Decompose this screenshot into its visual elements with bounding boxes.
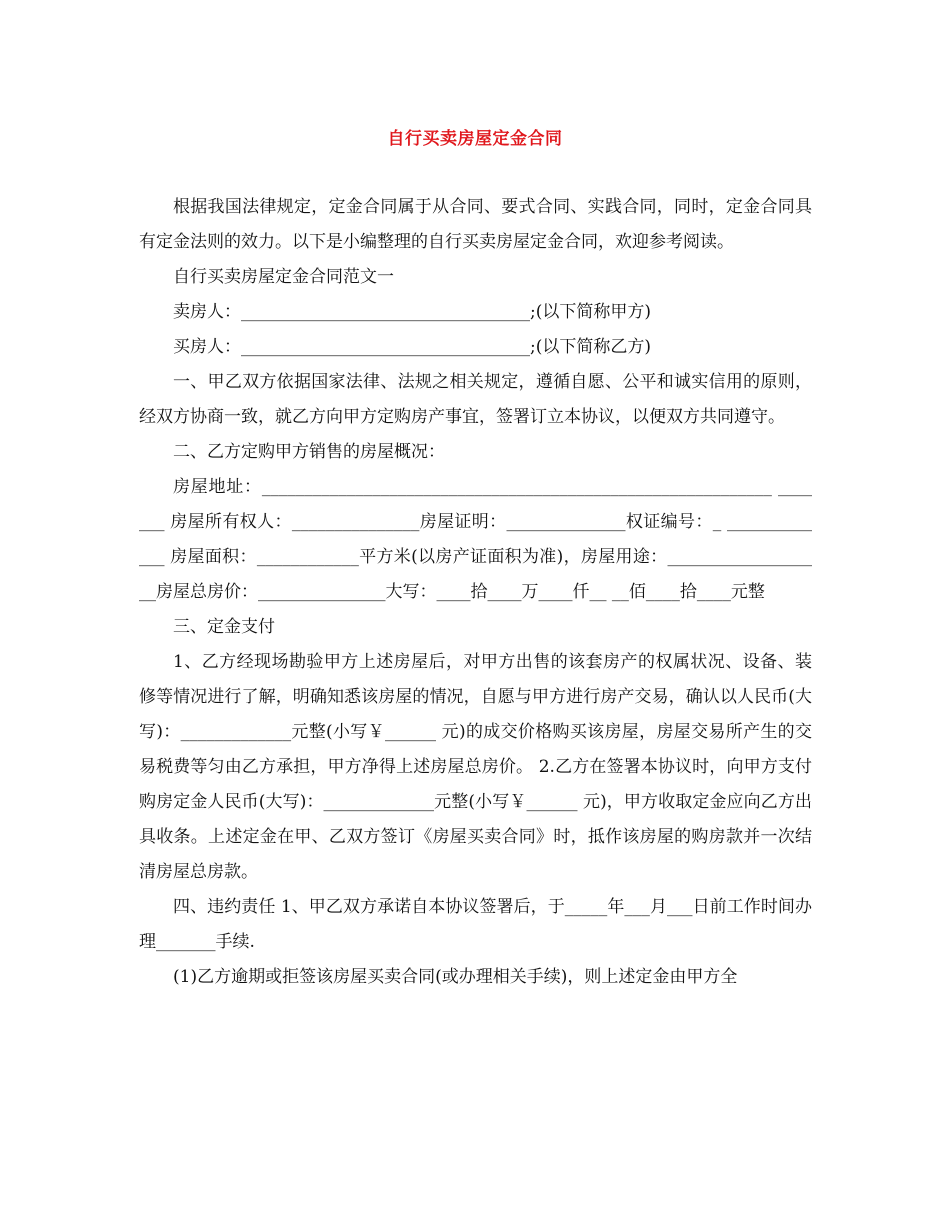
- document-body: [139, 190, 812, 995]
- clause-3-heading: 三、定金支付: [173, 617, 275, 637]
- clause-2-heading: 二、乙方定购甲方销售的房屋概况：: [173, 442, 445, 462]
- clause-4-paragraph: 四、违约责任 1、甲乙双方承诺自本协议签署后，于_____年___月___日前工作时间办理_______手续.: [139, 897, 812, 952]
- sample-heading: 自行买卖房屋定金合同范文一: [173, 267, 394, 287]
- clause-4-1-paragraph: (1)乙方逾期或拒签该房屋买卖合同(或办理相关手续)，则上述定金由甲方全: [173, 967, 738, 987]
- intro-paragraph: 根据我国法律规定，定金合同属于从合同、要式合同、实践合同，同时，定金合同具有定金法则的效力。以下是小编整理的自行买卖房屋定金合同，欢迎参考阅读。: [139, 197, 812, 252]
- buyer-line: 买房人：__________________________________;(以下简称乙方): [173, 337, 651, 357]
- clause-3-1-paragraph: 1、乙方经现场勘验甲方上述房屋后，对甲方出售的该套房产的权属状况、设备、装修等情况进行了解，明确知悉该房屋的情况，自愿与甲方进行房产交易，确认以人民币(大写)：_____________元整(小写￥______ 元)的成交价格购买该房屋，房屋交易所产生的交易税费等匀由乙方承担，甲方净得上述房屋总房价。 2.乙方在签署本协议时，向甲方支付购房定金人民币(大写)：_____________元整(小写￥______ 元)，甲方收取定金应向乙方出具收条。上述定金在甲、乙双方签订《房屋买卖合同》时，抵作该房屋的购房款并一次结清房屋总房款。: [139, 652, 812, 882]
- property-info-paragraph: 房屋地址：____________________________________________________________ _______ 房屋所有权人：_______________房屋证明：______________权证编号：_ _____________ 房屋面积：____________平方米(以房产证面积为准)，房屋用途：___________________房屋总房价：_______________大写：____拾____万____仟__ __佰____拾____元整: [139, 477, 812, 602]
- clause-1-paragraph: 一、甲乙双方依据国家法律、法规之相关规定，遵循自愿、公平和诚实信用的原则，经双方协商一致，就乙方向甲方定购房产事宜，签署订立本协议，以便双方共同遵守。: [139, 372, 812, 427]
- document-title: 自行买卖房屋定金合同: [387, 129, 563, 149]
- seller-line: 卖房人：__________________________________;(以下简称甲方): [173, 302, 651, 322]
